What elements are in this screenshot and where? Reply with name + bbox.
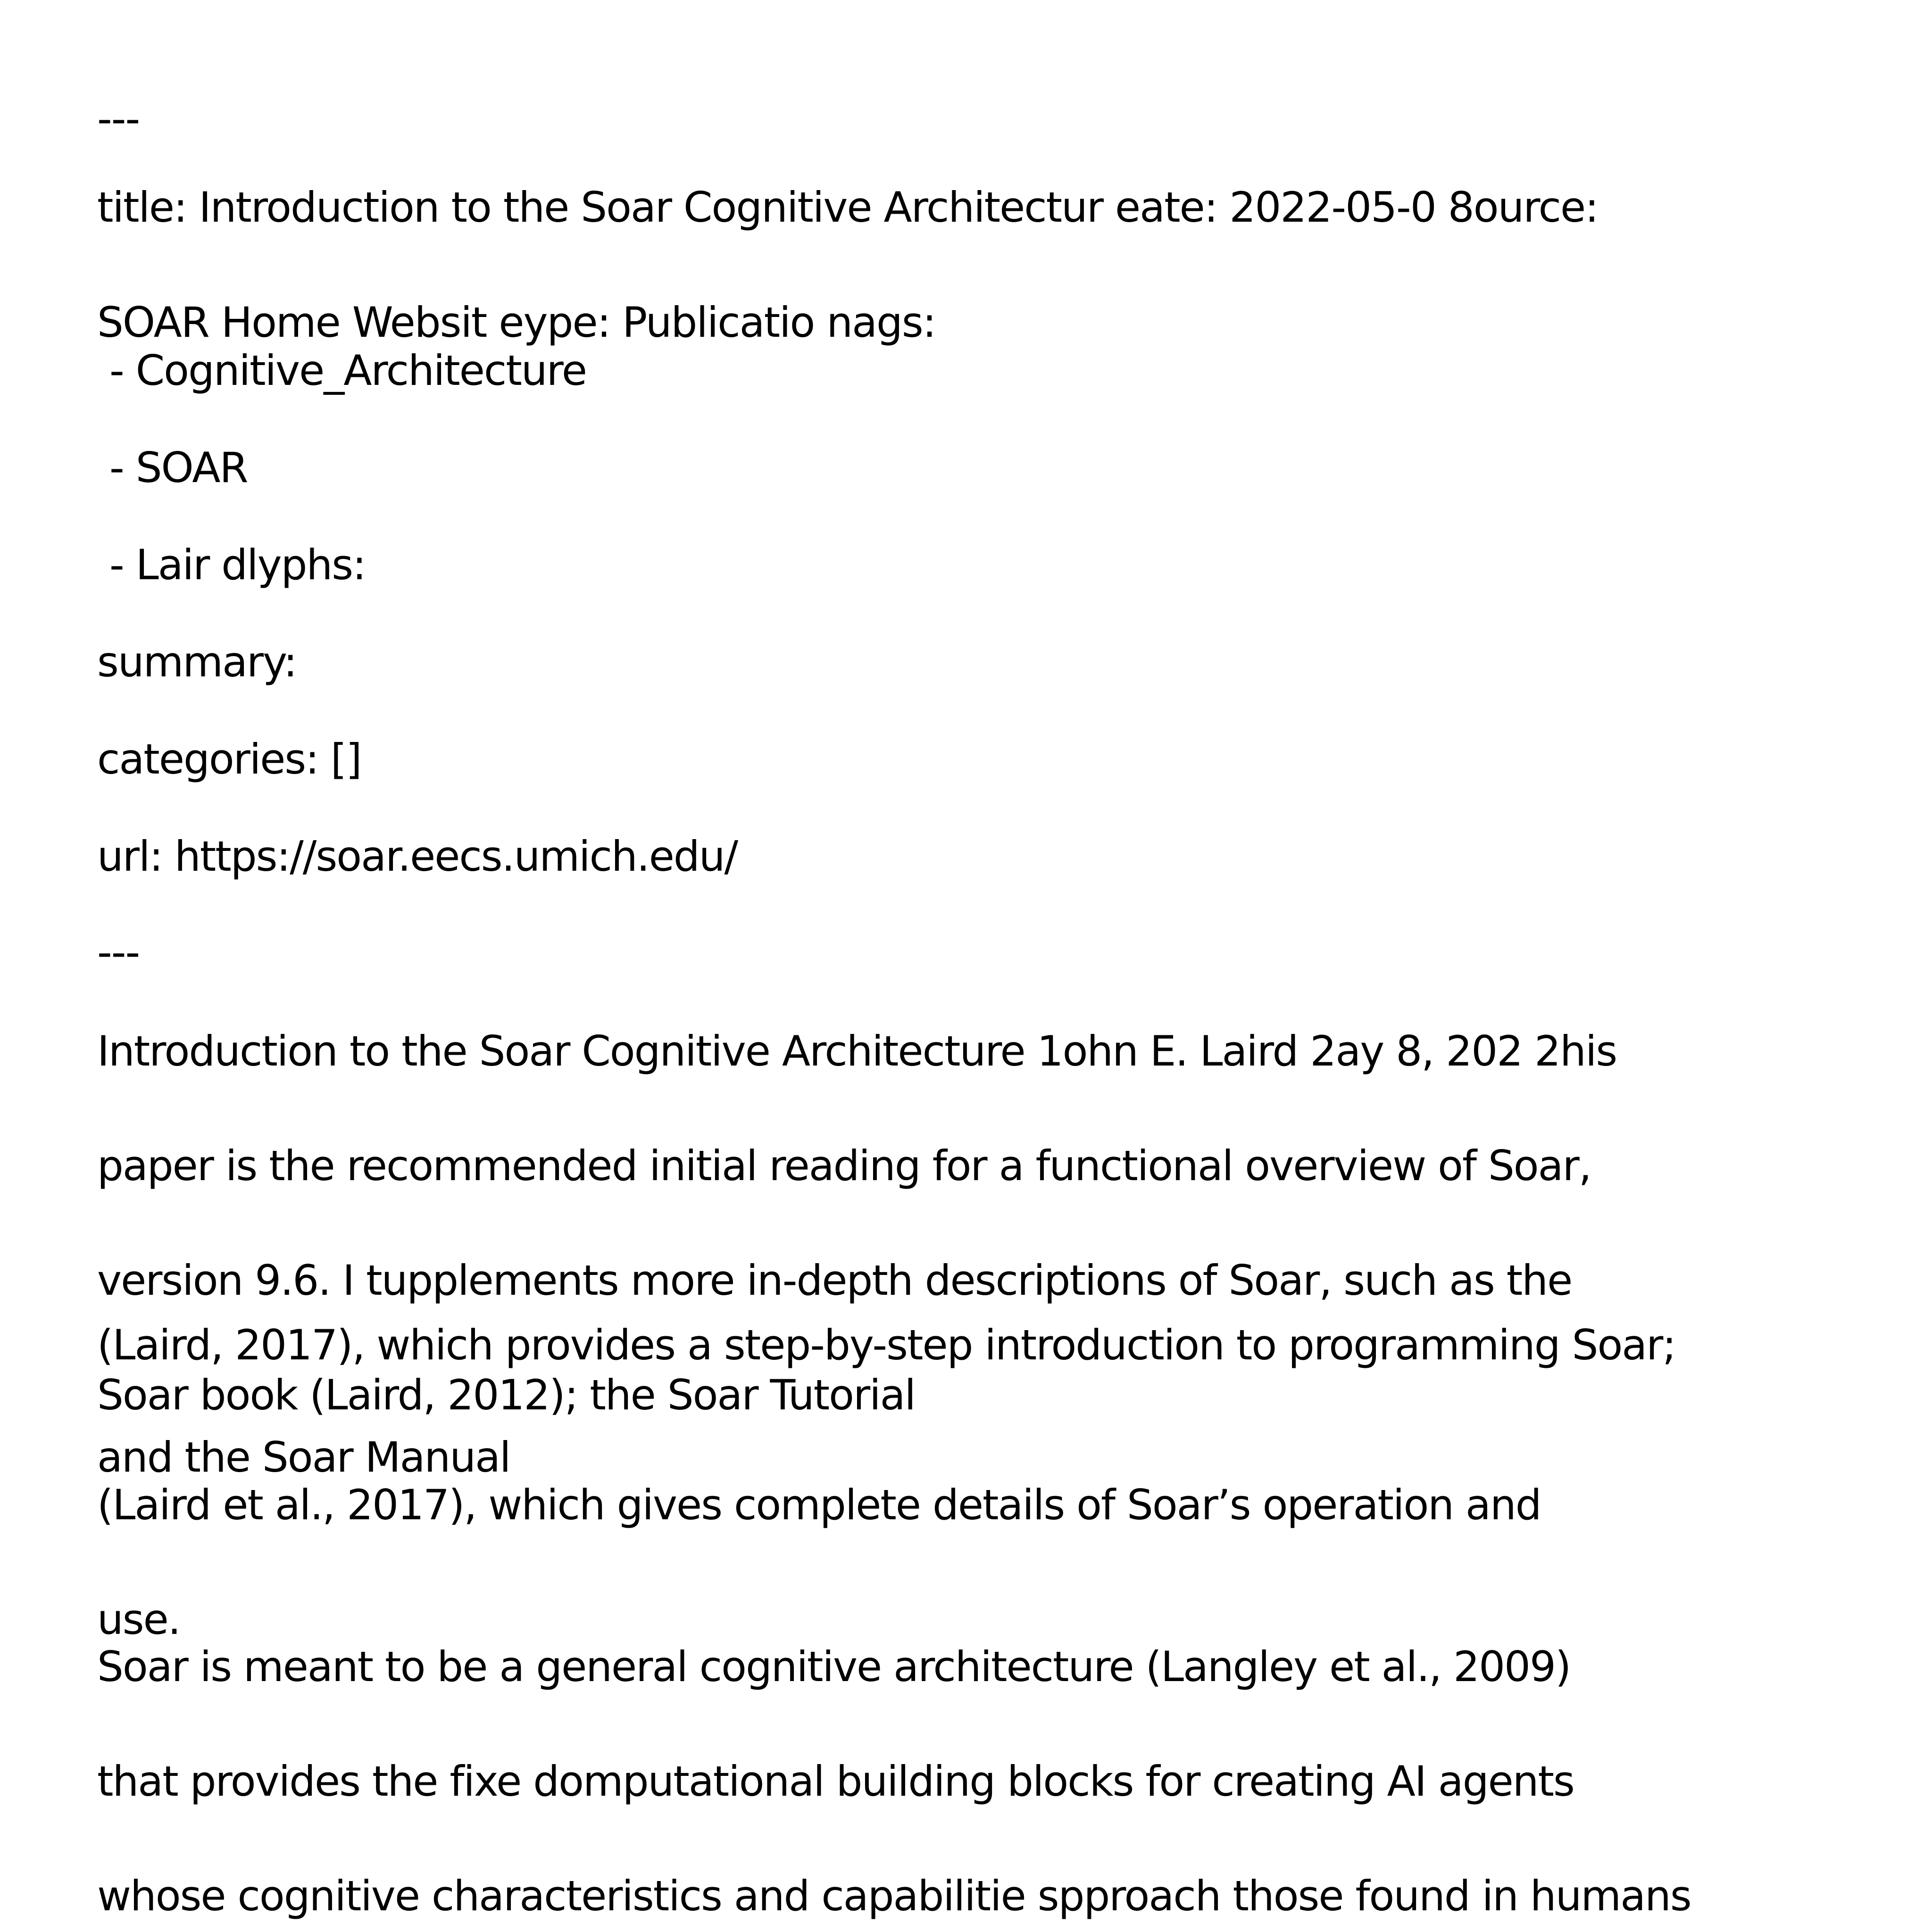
body-line: paper is the recommended initial reading for a functional overview of Soar, <box>97 1141 1591 1190</box>
frontmatter-summary-line: summary: <box>97 638 297 686</box>
body-line: (Laird, 2017), which provides a step-by-step introduction to programming Soar; <box>97 1321 1676 1369</box>
frontmatter-source-line: SOAR Home Websit eype: Publicatio nags: <box>97 298 936 347</box>
frontmatter-url-line: url: https://soar.eecs.umich.edu/ <box>97 832 738 881</box>
frontmatter-tag-item: - Cognitive_Architecture <box>97 346 586 395</box>
body-line: that provides the fixe domputational building blocks for creating AI agents <box>97 1757 1574 1806</box>
body-line: Introduction to the Soar Cognitive Architecture 1ohn E. Laird 2ay 8, 202 2his <box>97 1027 1617 1075</box>
frontmatter-close-delimiter: --- <box>97 928 140 976</box>
frontmatter-title-line: title: Introduction to the Soar Cognitive Architectur eate: 2022-05-0 8ource: <box>97 183 1598 232</box>
body-line: Soar book (Laird, 2012); the Soar Tutorial <box>97 1371 916 1419</box>
frontmatter-categories-line: categories: [] <box>97 735 361 783</box>
body-line: whose cognitive characteristics and capabilitie spproach those found in humans <box>97 1872 1691 1920</box>
body-line: and the Soar Manual <box>97 1433 510 1482</box>
body-line: use. <box>97 1595 180 1644</box>
frontmatter-tag-item: - SOAR <box>97 443 248 492</box>
body-line: Soar is meant to be a general cognitive architecture (Langley et al., 2009) <box>97 1642 1571 1691</box>
body-line: version 9.6. I tupplements more in-depth descriptions of Soar, such as the <box>97 1256 1572 1305</box>
frontmatter-tag-item: - Lair dlyphs: <box>97 541 366 589</box>
body-line: (Laird et al., 2017), which gives complete details of Soar’s operation and <box>97 1481 1541 1529</box>
frontmatter-open-delimiter: --- <box>97 94 140 143</box>
